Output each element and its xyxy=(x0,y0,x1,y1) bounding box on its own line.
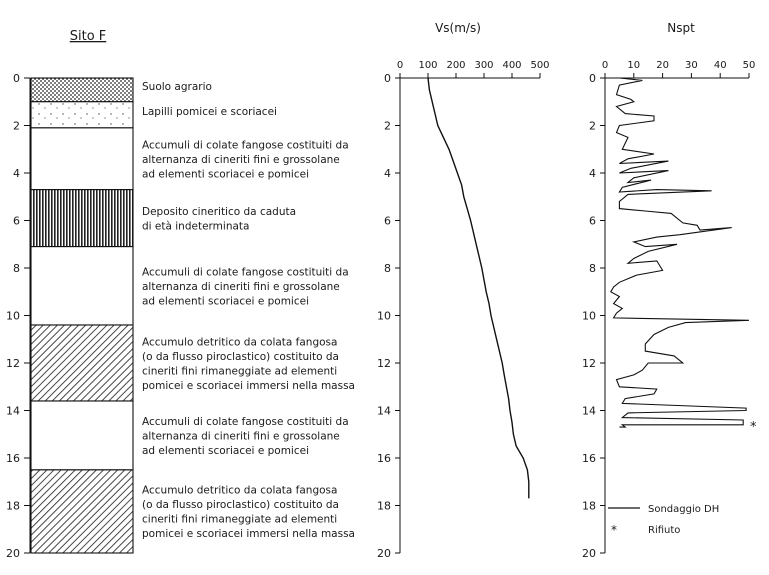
nspt-x-tick-label: 40 xyxy=(713,60,727,71)
legend-label-rifiuto: Rifiuto xyxy=(648,525,681,536)
nspt-panel xyxy=(582,21,757,560)
strat-tick-label: 8 xyxy=(13,262,20,275)
strat-layer-label-line: alternanza di cineriti fini e grossolane xyxy=(142,153,340,166)
strat-layer-label-line: cineriti fini rimaneggiate ad elementi xyxy=(142,513,338,526)
strat-layer-vlines xyxy=(31,190,133,247)
nspt-y-tick-label: 16 xyxy=(582,452,596,465)
strat-layer-none xyxy=(31,247,133,325)
vs-y-tick-label: 6 xyxy=(384,214,391,228)
nspt-y-tick-label: 2 xyxy=(589,119,596,133)
vs-y-tick-label: 0 xyxy=(384,72,391,85)
nspt-y-tick-label: 6 xyxy=(589,214,596,228)
nspt-x-tick-label: 30 xyxy=(685,60,698,71)
nspt-x-ticks xyxy=(602,60,756,78)
vs-x-tick-label: 100 xyxy=(418,60,438,71)
strat-layer-label-line: ad elementi scoriacei e pomicei xyxy=(142,444,309,457)
vs-y-tick-label: 20 xyxy=(377,547,391,560)
vs-y-tick-label: 4 xyxy=(384,167,391,180)
strat-tick-label: 12 xyxy=(6,357,20,370)
vs-y-ticks xyxy=(377,72,400,560)
vs-x-tick-label: 300 xyxy=(474,60,494,71)
nspt-y-tick-label: 12 xyxy=(582,357,596,370)
vs-x-ticks xyxy=(397,60,550,78)
nspt-y-tick-label: 14 xyxy=(582,404,596,418)
nspt-y-tick-label: 8 xyxy=(589,262,596,275)
nspt-y-tick-label: 4 xyxy=(589,167,596,180)
strat-tick-label: 6 xyxy=(13,214,20,228)
vs-y-tick-label: 18 xyxy=(377,499,391,513)
strat-layer-sparse xyxy=(31,102,133,128)
vs-series-line xyxy=(428,78,529,498)
strat-tick-label: 14 xyxy=(6,404,20,418)
strat-tick-label: 2 xyxy=(13,119,20,133)
strat-layer-label-line: Accumuli di colate fangose costituiti da xyxy=(142,139,349,152)
strat-layer-label-line: ad elementi scoriacei e pomicei xyxy=(142,168,309,181)
strat-layer-label-line: alternanza di cineriti fini e grossolane xyxy=(142,280,340,293)
strat-layer-hatch xyxy=(31,470,133,553)
strat-layer-label-line: cineriti fini rimaneggiate ad elementi xyxy=(142,365,338,378)
strat-layer-label-line: Accumuli di colate fangose costituiti da xyxy=(142,266,349,279)
vs-y-tick-label: 8 xyxy=(384,262,391,275)
nspt-legend xyxy=(608,504,719,537)
nspt-x-tick-label: 10 xyxy=(627,60,641,71)
strat-layer-hatch xyxy=(31,325,133,401)
legend-star-symbol: * xyxy=(611,523,617,537)
strat-layer-label-line: Accumulo detritico da colata fangosa xyxy=(142,336,338,349)
strat-tick-label: 4 xyxy=(13,167,20,180)
nspt-x-tick-label: 0 xyxy=(601,60,609,71)
strat-layer-label-line: ad elementi scoriacei e pomicei xyxy=(142,295,309,308)
strat-layer-label-line: pomicei e scoriacei immersi nella massa xyxy=(142,528,355,541)
strat-layers xyxy=(31,78,133,553)
strat-layer-label-line: Accumuli di colate fangose costituiti da xyxy=(142,415,349,428)
strat-layer-label-line: di età indeterminata xyxy=(142,220,250,233)
strat-layer-label-line: Accumulo detritico da colata fangosa xyxy=(142,484,338,497)
vs-y-tick-label: 12 xyxy=(377,357,391,370)
strat-layer-label-line: Deposito cineritico da caduta xyxy=(142,205,297,218)
nspt-title: Nspt xyxy=(667,21,695,35)
vs-panel xyxy=(377,21,550,560)
strat-layer-dots xyxy=(31,78,133,102)
vs-x-tick-label: 0 xyxy=(396,60,404,71)
vs-x-tick-label: 200 xyxy=(446,60,466,71)
strat-tick-label: 0 xyxy=(13,72,20,85)
strat-layer-none xyxy=(31,128,133,190)
strat-depth-ticks xyxy=(6,72,30,560)
strat-layer-none xyxy=(31,401,133,470)
vs-x-tick-label: 400 xyxy=(502,60,522,71)
strat-layer-label-line: (o da flusso piroclastico) costituito da xyxy=(142,499,339,512)
vs-x-tick-label: 500 xyxy=(530,60,550,71)
nspt-y-ticks xyxy=(582,72,605,560)
legend-label-sondaggio: Sondaggio DH xyxy=(648,504,720,515)
strat-layer-label-line: Suolo agrario xyxy=(142,81,212,93)
strat-tick-label: 18 xyxy=(6,499,20,513)
nspt-series-line xyxy=(611,78,749,427)
vs-y-tick-label: 2 xyxy=(384,119,391,133)
nspt-y-tick-label: 0 xyxy=(589,72,596,85)
nspt-x-tick-label: 50 xyxy=(742,60,756,71)
vs-y-tick-label: 16 xyxy=(377,452,391,465)
strat-layer-labels xyxy=(142,81,355,540)
nspt-y-tick-label: 20 xyxy=(582,547,596,560)
strat-tick-label: 10 xyxy=(6,309,20,323)
nspt-refusal-marker: * xyxy=(750,419,757,435)
nspt-x-tick-label: 20 xyxy=(656,60,669,71)
vs-y-tick-label: 14 xyxy=(377,404,391,418)
strat-layer-label-line: (o da flusso piroclastico) costituito da xyxy=(142,350,339,363)
nspt-y-tick-label: 10 xyxy=(582,309,596,323)
strat-tick-label: 16 xyxy=(6,452,20,465)
nspt-y-tick-label: 18 xyxy=(582,499,596,513)
strat-layer-label-line: alternanza di cineriti fini e grossolane xyxy=(142,430,340,443)
strat-tick-label: 20 xyxy=(6,547,20,560)
strat-layer-label-line: pomicei e scoriacei immersi nella massa xyxy=(142,379,355,392)
strat-title: Sito F xyxy=(69,29,107,44)
strat-layer-label-line: Lapilli pomicei e scoriacei xyxy=(142,105,277,118)
vs-title: Vs(m/s) xyxy=(435,21,481,35)
stratigraphy-panel xyxy=(6,29,355,560)
vs-y-tick-label: 10 xyxy=(377,309,391,323)
